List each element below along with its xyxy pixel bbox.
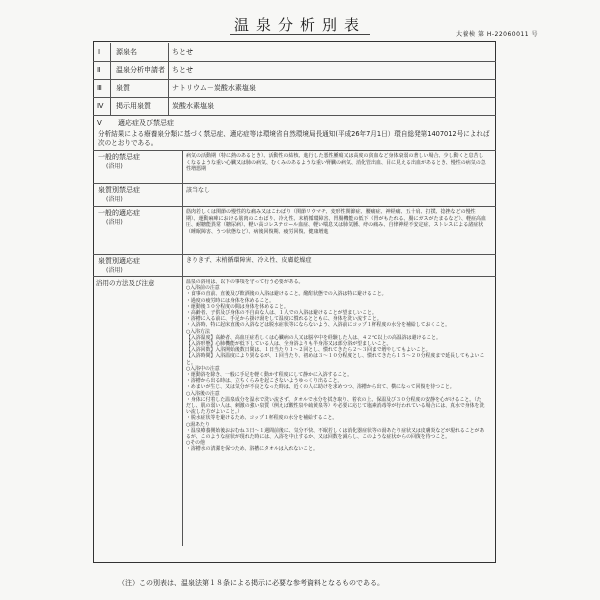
row-number: Ⅱ — [97, 66, 101, 74]
section-label: 一般的適応症 — [98, 209, 140, 217]
section-sublabel: (浴用) — [106, 196, 123, 203]
spring-indications-text: きりきず、末梢循環障害、冷え性、皮膚乾燥症 — [186, 257, 312, 264]
row-number: Ⅰ — [98, 48, 101, 56]
spring-contraindications-text: 該当なし — [186, 187, 211, 194]
bathing-instructions-text: 温泉の浴用は、以下の事項を守って行う必要がある。 ○入浴前の注意 ・食事の直前、直後及び飲酒後の入浴は避けること。酩酊状態での入浴は特に避けること。 ・過度の疲労時には身体を休めること。 ・運動後３０分程度の間は身体を休めること。 ・高齢者、子供及び身体の不自由な人は、１人での入浴は避けることが望ましいこと。 ・浴槽に入る前に、手足から掛け湯をして温度に慣れるとともに、身体を洗い流すこと。 ・入浴時、特に起床直後の入浴などは脱水症状等にならないよう、入浴前にコップ１杯程度の水分を補給しておくこと。 ○入浴方法 【入浴温度】高齢者、高血圧症若しくは心臓病の人又は脳卒中を経験した人は、４２℃以上の高温浴は避けること。 【入浴形態】心肺機能が低下している人は、全身浴よりも半身浴又は部分浴が望ましいこと。 【入浴回数】入浴開始後数日間は、１日当たり１～２回とし、慣れてきたら２～３回まで増やしてもよいこと。 【入浴時間】入浴温度により異なるが、１回当たり、初めは３～１０分程度とし、慣れてきたら１５～２０分程度まで延長してもよいこと。 ○入浴中の注意 ・運動浴を除き、一般に手足を軽く動かす程度にして静かに入浴すること。 ・浴槽から出る時は、立ちくらみを起こさないようゆっくり出ること。 ・めまいが生じ、又は気分が不良となった時は、近くの人に助けを求めつつ、浴槽から出て、横になって回復を待つこと。 ○入浴後の注意 ・身体に付着した温泉成分を温水で洗い流さず、タオルで水分を拭き取り、着衣の上、保温及び３０分程度の安静を心がけること。（ただし、肌の弱い人は、刺激の強い泉質（例えば酸性泉や硫黄泉等）や必要に応じて塩素消毒等が行われている場合には、真水で身体を洗い流した方がよいこと。） ・脱水症状等を避けるため、コップ１杯程度の水分を補給すること。 ○湯あたり ・温泉療養開始後おおむね３日～１週間前後に、気分不快、不眠若しくは消化器症状等の湯あたり症状又は皮膚炎などが現れることがあるが、このような症状が現れた時には、入浴を中止するか、又は回数を減らし、このような症状からの回復を待つこと。 ○その他 ・浴槽水の清潔を保つため、浴槽にタオルは入れないこと。 — [186, 279, 485, 453]
row-label: 源泉名 — [116, 48, 137, 56]
section-label: 泉質別禁忌症 — [98, 186, 140, 194]
row-number: Ⅲ — [97, 84, 102, 92]
row-number: Ⅴ — [97, 119, 102, 127]
section-sublabel: (浴用) — [106, 219, 123, 226]
column-divider — [110, 43, 111, 115]
document-number: 大養検 第 H-22060011 号 — [456, 31, 538, 38]
table-row — [93, 43, 496, 62]
spring-quality-value: ナトリウム－炭酸水素塩泉 — [172, 84, 256, 92]
table-row — [93, 79, 496, 98]
title-underline — [230, 34, 370, 35]
row-number: Ⅳ — [97, 102, 104, 110]
intro-text: 分析結果による療養泉分類に基づく禁忌症、適応症等は環境省自然環境局長通知(平成26年7月1日）環自総発第1407012号によれば次のとおりである。 — [98, 130, 490, 147]
section-divider — [93, 254, 496, 255]
section-divider — [93, 276, 496, 277]
row-label: 温泉分析申請者 — [116, 66, 165, 74]
section-heading: 適応症及び禁忌症 — [118, 119, 174, 127]
section-label: 浴用の方法及び注意 — [96, 279, 155, 287]
section-sublabel: (浴用) — [106, 163, 123, 170]
column-divider — [182, 150, 183, 546]
section-divider — [93, 150, 496, 151]
section-divider — [93, 206, 496, 207]
column-divider — [168, 43, 169, 115]
table-row — [93, 97, 496, 116]
section-sublabel: (浴用) — [106, 267, 123, 274]
spring-name-value: ちとせ — [172, 48, 193, 56]
section-label: 泉質別適応症 — [98, 257, 140, 265]
general-contraindications-text: 病気の活動期（特に熱のあるとき）、活動性の結核、進行した悪性腫瘍又は高度の貧血など身体衰弱の著しい場合、少し動くと息苦しくなるような重い心臓又は肺の病気、むくみのあるような重い腎臓の病気、消化管出血、目に見える出血があるとき、慢性の病気の急性増悪期 — [186, 153, 486, 172]
display-quality-value: 炭酸水素塩泉 — [172, 102, 214, 110]
applicant-value: ちとせ — [172, 66, 193, 74]
general-indications-text: 筋肉若しくは関節の慢性的な痛み又はこわばり（関節リウマチ、変形性関節症、腰痛症、神経痛、五十肩、打撲、捻挫などの慢性期）、運動麻痺における筋肉のこわばり、冷え性、末梢循環障害、胃腸機能の低下（胃がもたれる、腸にガスがたまるなど）、軽症高血圧、耐糖能異常（糖尿病）、軽い高コレステロール血症、軽い喘息又は肺気腫、痔の痛み、自律神経不安定症、ストレスによる諸症状（睡眠障害、うつ状態など）、病後回復期、疲労回復、健康増進 — [186, 209, 487, 235]
page-title: 温泉分析別表 — [233, 16, 366, 34]
row-label: 泉質 — [116, 84, 130, 92]
row-label: 掲示用泉質 — [116, 102, 151, 110]
footnote: （注）この別表は、温泉法第１８条による掲示に必要な参考資料となるものである。 — [118, 579, 384, 587]
section-label: 一般的禁忌症 — [98, 153, 140, 161]
section-divider — [93, 183, 496, 184]
